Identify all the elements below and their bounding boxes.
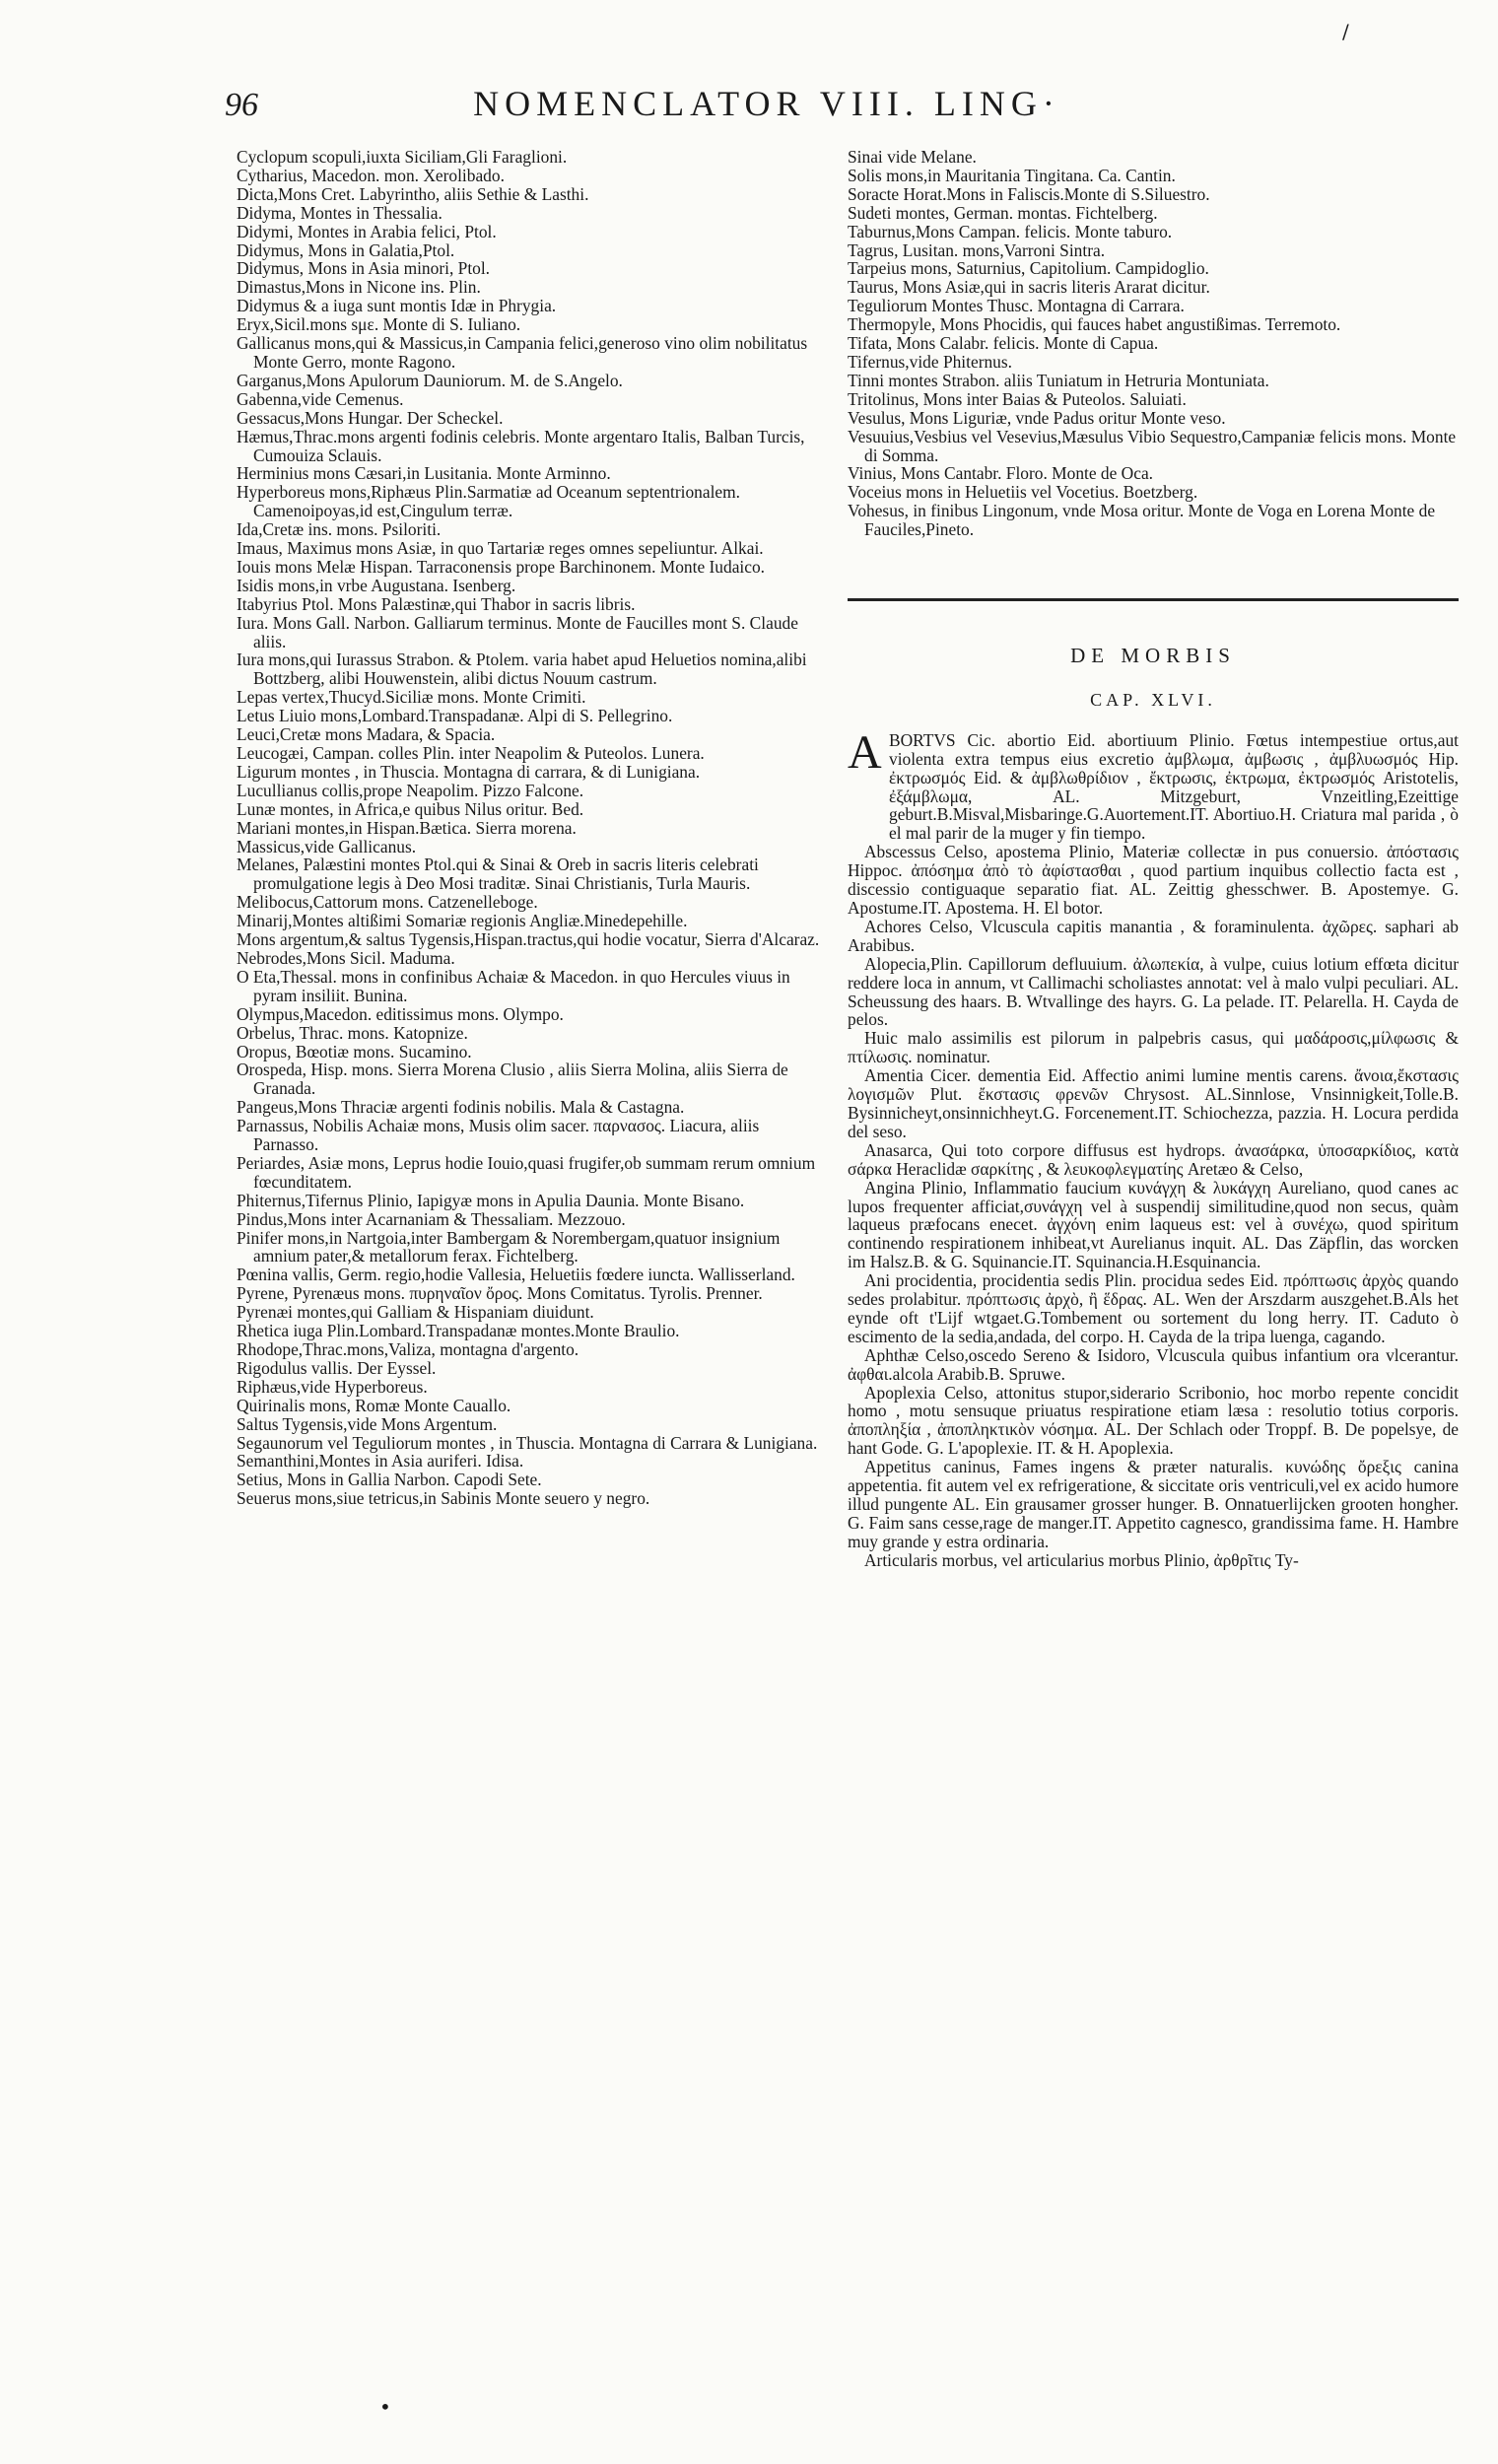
mountain-entry: Letus Liuio mons,Lombard.Transpadanæ. Alpi di S. Pellegrino. <box>237 706 673 726</box>
mountain-entry: Iouis mons Melæ Hispan. Tarraconensis prope Barchinonem. Monte Iudaico. <box>237 556 766 577</box>
disease-entry: Huic malo assimilis est pilorum in palpebris casus, qui μαδάροσις,μίλφωσις & πτίλωσις. nominatur. <box>848 1028 1459 1067</box>
drop-cap: A <box>848 725 882 779</box>
mountain-entry: Gessacus,Mons Hungar. Der Scheckel. <box>237 407 504 428</box>
disease-entries <box>848 725 1459 1570</box>
mountain-entry: Sudeti montes, German. montas. Fichtelberg. <box>848 202 1158 223</box>
mountain-entry: Rhodope,Thrac.mons,Valiza, montagna d'argento. <box>237 1339 579 1359</box>
mountain-entry: Leuci,Cretæ mons Madara, & Spacia. <box>237 724 496 745</box>
disease-entry: Anasarca, Qui toto corpore diffusus est hydrops. ἀνασάρκα, ὑποσαρκίδιος, κατὰ σάρκα Heraclidæ σαρκίτης , & λευκοφλεγματίης Aretæo & Celso, <box>848 1139 1459 1179</box>
mountain-entry: Tinni montes Strabon. aliis Tuniatum in Hetruria Montuniata. <box>848 370 1269 390</box>
mountain-entry: Soracte Horat.Mons in Faliscis.Monte di S.Siluestro. <box>848 183 1210 204</box>
mountain-entry: Pyrene, Pyrenæus mons. πυρηναῖον ὄρος. Mons Comitatus. Tyrolis. Prenner. <box>237 1283 763 1304</box>
margin-mark: / <box>1342 20 1349 43</box>
mountain-entry: O Eta,Thessal. mons in confinibus Achaiæ & Macedon. in quo Hercules viuus in pyram insiliit. Bunina. <box>237 966 790 1005</box>
mountain-entry: Didymus, Mons in Galatia,Ptol. <box>237 240 455 260</box>
mountain-entry: Cyclopum scopuli,iuxta Siciliam,Gli Faraglioni. <box>237 147 568 167</box>
mountain-entry: Lepas vertex,Thucyd.Siciliæ mons. Monte Crimiti. <box>237 687 586 708</box>
mountain-entry: Pangeus,Mons Thraciæ argenti fodinis nobilis. Mala & Castagna. <box>237 1097 685 1118</box>
mountain-entry: Cytharius, Macedon. mon. Xerolibado. <box>237 165 505 185</box>
mountain-entry: Orospeda, Hisp. mons. Sierra Morena Clusio , aliis Sierra Molina, aliis Sierra de Granada. <box>237 1060 788 1099</box>
mountain-entry: Rigodulus vallis. Der Eyssel. <box>237 1357 437 1378</box>
mountain-entry: Tarpeius mons, Saturnius, Capitolium. Campidoglio. <box>848 258 1209 279</box>
mountain-entry: Tifata, Mons Calabr. felicis. Monte di Capua. <box>848 333 1159 354</box>
mountain-entry: Didymus & a iuga sunt montis Idæ in Phrygia. <box>237 296 557 316</box>
mountain-entry: Mariani montes,in Hispan.Bætica. Sierra morena. <box>237 817 577 838</box>
mountain-entry: Solis mons,in Mauritania Tingitana. Ca. Cantin. <box>848 165 1176 185</box>
mountain-entry: Taurus, Mons Asiæ,qui in sacris literis Ararat dicitur. <box>848 277 1210 298</box>
mountain-entry: Gallicanus mons,qui & Massicus,in Campania felici,generoso vino olim nobilitatus Monte Gerro, monte Ragono. <box>237 333 808 372</box>
disease-entry: A BORTVS Cic. abortio Eid. abortiuum Plinio. Fœtus intempestiue ortus,aut violenta extra tempus eius excretio ἀμβλωμα, ἀμβωσις , ἀμβλυωσμός Hip. ἐκτρωσμός Eid. & ἀμβλωθρίδιον , ἔκτρωσις, ἐκτρωμα, ἐκτρωσμός Aristotelis, ἐξάμβλωμα, AL. Mitzgeburt, Vnzeitling,Ezeittige geburt.B.Misval,Misbaringe.G.Auortement.IT. Abortiuo.H. Criatura mal parida , ò el mal parir de la muger y fin tiempo. <box>848 725 1459 844</box>
mountain-entry: Dicta,Mons Cret. Labyrinthο, aliis Sethie & Lasthi. <box>237 183 589 204</box>
disease-entry: Amentia Cicer. dementia Eid. Affectio animi lumine mentis carens. ἄνοια,ἔκστασις λογισμῶν Plut. ἔκστασις φρενῶν Chrysost. AL.Sinnlose, Vnsinnigkeit,Tolle.B. Bysinnicheyt,onsinnichheyt.G. Forcenement.IT. Schiochezza, pazzia. H. Locura perdida del seso. <box>848 1065 1459 1141</box>
mountain-entry: Setius, Mons in Gallia Narbon. Capodi Sete. <box>237 1470 542 1490</box>
disease-entry: Ani procidentia, procidentia sedis Plin. procidua sedes Eid. πρόπτωσις ἀρχὸς quando sedes prolabitur. πρόπτωσις ἀρχὸ, ἢ ἕδρας. AL. Wen der Arszdarm auszgehet.B.Als het eynde oft t'Lijf wtgaet.G.Tombement ou sortement du long herry. IT. Caduto ò escimento de la sedia,andada, del corpo. H. Cayda de la tripa luenga, cagando. <box>848 1270 1459 1346</box>
mountain-entry: Sinai vide Melane. <box>848 147 977 167</box>
mountain-entry: Pinifer mons,in Nartgoia,inter Bambergam & Norembergam,quatuor insignium amnium pater,& metallorum ferax. Fichtelberg. <box>237 1227 781 1266</box>
mountain-entry: Ligurum montes , in Thuscia. Montagna di carrara, & di Lunigiana. <box>237 761 701 782</box>
mountain-entry: Taburnus,Mons Campan. felicis. Monte taburo. <box>848 221 1173 241</box>
margin-mark: • <box>379 2395 391 2419</box>
mountain-entry: Quirinalis mons, Romæ Monte Cauallo. <box>237 1395 511 1415</box>
mountain-entry: Iura. Mons Gall. Narbon. Galliarum terminus. Monte de Faucilles mont S. Claude aliis. <box>237 612 798 651</box>
page-header <box>225 81 1309 124</box>
disease-entry: Achores Celso, Vlcuscula capitis manantia , & foraminulenta. ἀχῶρες. saphari ab Arabibus. <box>848 916 1459 955</box>
mountain-entry: Orbelus, Thrac. mons. Katopnize. <box>237 1022 468 1043</box>
mountain-entry: Gabenna,vide Cemenus. <box>237 388 404 409</box>
mountain-entry: Segaunorum vel Teguliorum montes , in Thuscia. Montagna di Carrara & Lunigiana. <box>237 1432 818 1453</box>
mountain-entry: Thermopyle, Mons Phocidis, qui fauces habet angustißimas. Terremoto. <box>848 314 1341 335</box>
mountain-entry: Garganus,Mons Apulorum Dauniorum. M. de S.Angelo. <box>237 370 623 390</box>
mountain-entry: Periardes, Asiæ mons, Leprus hodie Iouio,quasi frugifer,ob summam rerum omnium fœcunditatem. <box>237 1152 816 1192</box>
mountain-entry: Lucullianus collis,prope Neapolim. Pizzo Falcone. <box>237 780 584 800</box>
disease-entry: Appetitus caninus, Fames ingens & præter naturalis. κυνώδης ὄρεξις canina appetentia. fit autem vel ex refrigeratione, & siccitate oris ventriculi,vel ex acido humore illud pungente AL. Ein grausamer grosser hunger. B. Onnatuerlijcken grooten hongher. G. Faim sans cesse,rage de manger.IT. Appetito cagnesco, grandissima fame. H. Hambre muy grande y estra ordinaria. <box>848 1457 1459 1551</box>
disease-entry: Aphthæ Celso,oscedo Sereno & Isidoro, Vlcuscula quibus infantium ora vlcerantur. ἀφθαι.alcola Arabib.B. Spruwe. <box>848 1344 1459 1384</box>
mountain-entry: Parnassus, Nobilis Achaiæ mons, Musis olim sacer. παρνασος. Liacura, aliis Parnasso. <box>237 1116 760 1155</box>
mountain-entry: Voceius mons in Heluetiis vel Vocetius. Boetzberg. <box>848 482 1198 503</box>
mountain-entry: Hyperboreus mons,Riphæus Plin.Sarmatiæ ad Oceanum septentrionalem. Camenoipoyas,id est,Cingulum terræ. <box>237 482 741 521</box>
mountain-entry: Mons argentum,& saltus Tygensis,Hispan.tractus,qui hodie vocatur, Sierra d'Alcaraz. <box>237 929 820 950</box>
section-title: DE MORBIS <box>1070 644 1236 668</box>
mountain-entry: Saltus Tygensis,vide Mons Argentum. <box>237 1413 498 1434</box>
mountain-entry: Rhetica iuga Plin.Lombard.Transpadanæ montes.Monte Braulio. <box>237 1321 680 1341</box>
mountain-entry: Ida,Cretæ ins. mons. Psiloriti. <box>237 519 442 540</box>
mountain-entry: Dimastus,Mons in Nicone ins. Plin. <box>237 277 481 298</box>
disease-entry: Abscessus Celso, apostema Plinio, Materiæ collectæ in pus conuersio. ἀπόστασις Hippoc. ἀπόσημα ἀπὸ τὸ ἀφίστασθαι , quod partium inquibus collectio facta est , discessio contiguaque separatio fiat. AL. Zeittig ghesschwer. B. Apostemye. G. Apostume.IT. Apostema. H. El botor. <box>848 842 1459 918</box>
mountain-entry: Didymi, Montes in Arabia felici, Ptol. <box>237 221 497 241</box>
mountain-entry: Vinius, Mons Cantabr. Floro. Monte de Oca. <box>848 463 1154 484</box>
mountain-entry: Melibocus,Cattorum mons. Catzenelleboge. <box>237 892 538 913</box>
mountain-entry: Isidis mons,in vrbe Augustana. Isenberg. <box>237 575 516 595</box>
mountain-entry: Melanes, Palæstini montes Ptol.qui & Sinai & Oreb in sacris literis celebrati promulgatione legis à Deo Mosi traditæ. Sinai Christianis, Turla Mauris. <box>237 855 759 894</box>
mountain-entry: Tritolinus, Mons inter Baias & Puteolos. Saluiati. <box>848 388 1187 409</box>
mountain-entry: Massicus,vide Gallicanus. <box>237 836 417 856</box>
mountain-entry: Seuerus mons,siue tetricus,in Sabinis Monte seuero y negro. <box>237 1488 650 1509</box>
mountain-entry: Tagrus, Lusitan. mons,Varroni Sintra. <box>848 240 1106 260</box>
mountain-entry: Pœnina vallis, Germ. regio,hodie Vallesia, Heluetiis fœdere iuncta. Wallisserland. <box>237 1265 795 1285</box>
section-rule <box>848 598 1459 601</box>
disease-entry: Alopecia,Plin. Capillorum defluuium. ἀλωπεκία, à vulpe, cuius lotium effœta dicitur reddere loca in annum, vt Callimachi scholiastes annotat: vel à malo vulpi peculiari. AL. Scheussung des haars. B. Wtvallinge des hayrs. G. La pelade. IT. Pelarella. H. Cayda de pelos. <box>848 953 1459 1030</box>
mountain-entry: Nebrodes,Mons Sicil. Maduma. <box>237 947 455 968</box>
mountain-entry: Minarij,Montes altißimi Somariæ regionis Angliæ.Minedepehille. <box>237 911 688 931</box>
mountain-entry: Eryx,Sicil.mons sμε. Monte di S. Iuliano. <box>237 314 521 335</box>
mountain-entry: Iura mons,qui Iurassus Strabon. & Ptolem. varia habet apud Heluetios nomina,alibi Bottzberg, alibi Houwenstein, alibi dictus Nouum castrum. <box>237 650 807 689</box>
disease-entry: Articularis morbus, vel articularius morbus Plinio, ἀρθρῖτις Ty- <box>864 1549 1299 1570</box>
mountain-entry: Oropus, Bœotiæ mons. Sucamino. <box>237 1041 472 1061</box>
mountain-entry: Itabyrius Ptol. Mons Palæstinæ,qui Thabor in sacris libris. <box>237 593 636 614</box>
page-number: 96 <box>225 87 258 123</box>
right-column <box>848 148 1459 1570</box>
disease-entry: Apoplexia Celso, attonitus stupor,siderario Scribonio, hoc morbo repente concidit homo , motu sensuque priuatus respiratione etiam læsa : resolutio totius corporis. ἀποπληξία , ἀποπληκτικὸν νόσημα. AL. Der Schlach oder Troppf. B. De popelsye, de hant Gode. G. L'apoplexie. IT. & H. Apoplexia. <box>848 1382 1459 1459</box>
disease-entry: Angina Plinio, Inflammatio faucium κυνάγχη & λυκάγχη Aureliano, quod canes ac lupos frequenter afficiat,συνάγχη vel à suspendij similitudine,quod non secus, quàm laqueus præfocans enecet. ἀγχόνη enim laqueus est: vel à συνέχω, quod spiritum continendo respirationem inhibeat,vt Aurelianus inquit. AL. Das Zäpflin, das worcken im Halsz.B. & G. Squinancie.IT. Squinancia.H.Esquinancia. <box>848 1177 1459 1272</box>
mountain-entry: Herminius mons Cæsari,in Lusitania. Monte Arminno. <box>237 463 611 484</box>
mountain-entry: Pyrenæi montes,qui Galliam & Hispaniam diuidunt. <box>237 1302 594 1323</box>
mountain-entry: Leucogæi, Campan. colles Plin. inter Neapolim & Puteolos. Lunera. <box>237 743 705 763</box>
mountain-entry: Pindus,Mons inter Acarnaniam & Thessaliam. Mezzouo. <box>237 1208 626 1229</box>
mountain-entry: Tifernus,vide Phiternus. <box>848 351 1012 372</box>
mountain-entry: Didymus, Mons in Asia minori, Ptol. <box>237 258 491 279</box>
running-title: NOMENCLATOR VIII. LING· <box>473 84 1060 123</box>
mountain-entry: Imaus, Maximus mons Asiæ, in quo Tartariæ reges omnes sepeliuntur. Alkai. <box>237 538 764 559</box>
right-entries <box>848 148 1459 539</box>
mountain-entry: Vesuuius,Vesbius vel Vesevius,Mæsulus Vibio Sequestro,Campaniæ felicis mons. Monte di Somma. <box>848 426 1457 465</box>
mountain-entry: Phiternus,Tifernus Plinio, Iapigyæ mons in Apulia Daunia. Monte Bisano. <box>237 1190 745 1210</box>
mountain-entry: Hæmus,Thrac.mons argenti fodinis celebris. Monte argentaro Italis, Balban Turcis, Cumouiza Sclauis. <box>237 426 805 465</box>
left-column <box>237 148 828 1508</box>
mountain-entry: Riphæus,vide Hyperboreus. <box>237 1376 428 1397</box>
mountain-entry: Didyma, Montes in Thessalia. <box>237 202 443 223</box>
mountain-entry: Olympus,Macedon. editissimus mons. Olympo. <box>237 1003 564 1024</box>
mountain-entry: Semanthini,Montes in Asia auriferi. Idisa. <box>237 1451 524 1472</box>
mountain-entry: Teguliorum Montes Thusc. Montagna di Carrara. <box>848 296 1185 316</box>
mountain-entry: Vohesus, in finibus Lingonum, vnde Mosa oritur. Monte de Voga en Lorena Monte de Fauciles,Pineto. <box>848 501 1436 540</box>
mountain-entry: Lunæ montes, in Africa,e quibus Nilus oritur. Bed. <box>237 798 584 819</box>
chapter-heading: CAP. XLVI. <box>1090 689 1216 710</box>
mountain-entry: Vesulus, Mons Liguriæ, vnde Padus oritur Monte veso. <box>848 407 1226 428</box>
